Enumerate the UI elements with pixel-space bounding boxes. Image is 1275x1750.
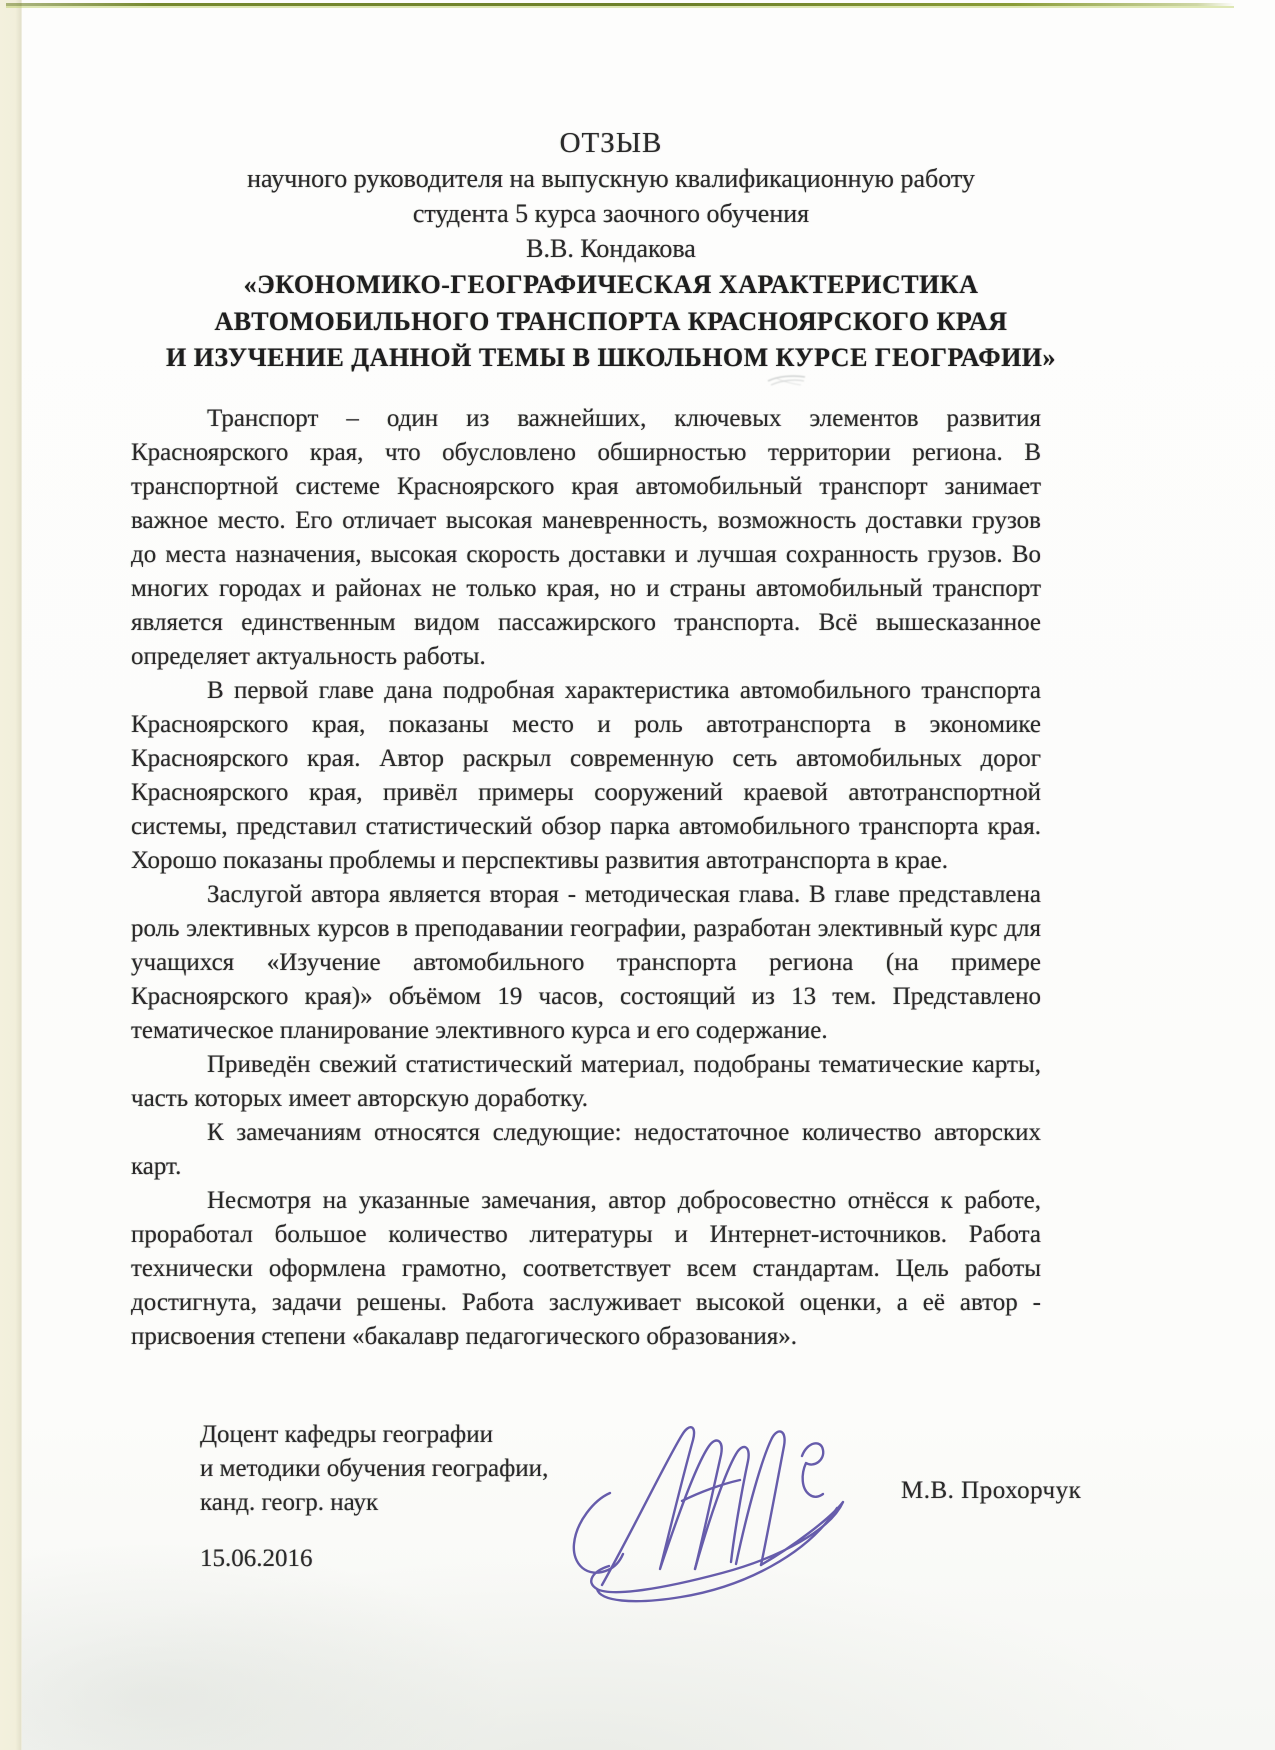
scan-left-edge <box>0 0 22 1750</box>
review-subtitle-line: В.В. Кондакова <box>526 234 696 263</box>
thesis-title-line: И ИЗУЧЕНИЕ ДАННОЙ ТЕМЫ В ШКОЛЬНОМ КУРСЕ ГЕОГРАФИИ» <box>165 343 1057 372</box>
signer-position-line: и методики обучения географии, <box>200 1455 549 1482</box>
review-title: ОТЗЫВ <box>559 127 663 159</box>
signer-position-line: Доцент кафедры географии <box>200 1421 494 1448</box>
review-body <box>131 402 1041 1354</box>
scan-top-edge-line <box>6 3 1234 6</box>
handwritten-signature <box>540 1396 870 1636</box>
body-paragraph: К замечаниям относятся следующие: недостаточное количество авторских карт. <box>131 1119 1041 1180</box>
review-subtitle-line: студента 5 курса заочного обучения <box>412 199 810 228</box>
body-paragraph: Несмотря на указанные замечания, автор добросовестно отнёсся к работе, проработал большое количество литературы и Интернет-источников. Работа технически оформлена грамотно, соответствует всем стандартам. Цель работы достигнута, задачи решены. Работа заслуживает высокой оценки, а её автор - присвоения степени «бакалавр педагогического образования». <box>131 1187 1041 1350</box>
review-header <box>131 126 1091 266</box>
body-paragraph: Приведён свежий статистический материал, подобраны тематические карты, часть которых имеет авторскую доработку. <box>131 1051 1041 1112</box>
pencil-smudge <box>764 372 808 390</box>
review-date: 15.06.2016 <box>200 1545 313 1572</box>
signer-name: М.В. Прохорчук <box>901 1477 1082 1504</box>
thesis-title-line: АВТОМОБИЛЬНОГО ТРАНСПОРТА КРАСНОЯРСКОГО КРАЯ <box>214 306 1008 336</box>
body-paragraph: Заслугой автора является вторая - методическая глава. В главе представлена роль элективных курсов в преподавании географии, разработан элективный курс для учащихся «Изучение автомобильного транспорта региона (на примере Красноярского края)» объёмом 19 часов, состоящий из 13 тем. Представлено тематическое планирование элективного курса и его содержание. <box>131 881 1041 1044</box>
signer-position-line: канд. геогр. наук <box>200 1489 379 1516</box>
review-subtitle-line: научного руководителя на выпускную квалификационную работу <box>247 164 975 193</box>
thesis-title-line: «ЭКОНОМИКО-ГЕОГРАФИЧЕСКАЯ ХАРАКТЕРИСТИКА <box>243 270 979 299</box>
thesis-title <box>131 267 1091 377</box>
body-paragraph: Транспорт – один из важнейших, ключевых элементов развития Красноярского края, что обусловлено обширностью территории региона. В транспортной системе Красноярского края автомобильный транспорт занимает важное место. Его отличает высокая маневренность, возможность доставки грузов до места назначения, высокая скорость доставки и лучшая сохранность грузов. Во многих городах и районах не только края, но и страны автомобильный транспорт является единственным видом пассажирского транспорта. Всё вышесказанное определяет актуальность работы. <box>131 405 1041 670</box>
body-paragraph: В первой главе дана подробная характеристика автомобильного транспорта Красноярского края, показаны место и роль автотранспорта в экономике Красноярского края. Автор раскрыл современную сеть автомобильных дорог Красноярского края, привёл примеры сооружений краевой автотранспортной системы, представил статистический обзор парка автомобильного транспорта края. Хорошо показаны проблемы и перспективы развития автотранспорта в крае. <box>131 677 1041 874</box>
